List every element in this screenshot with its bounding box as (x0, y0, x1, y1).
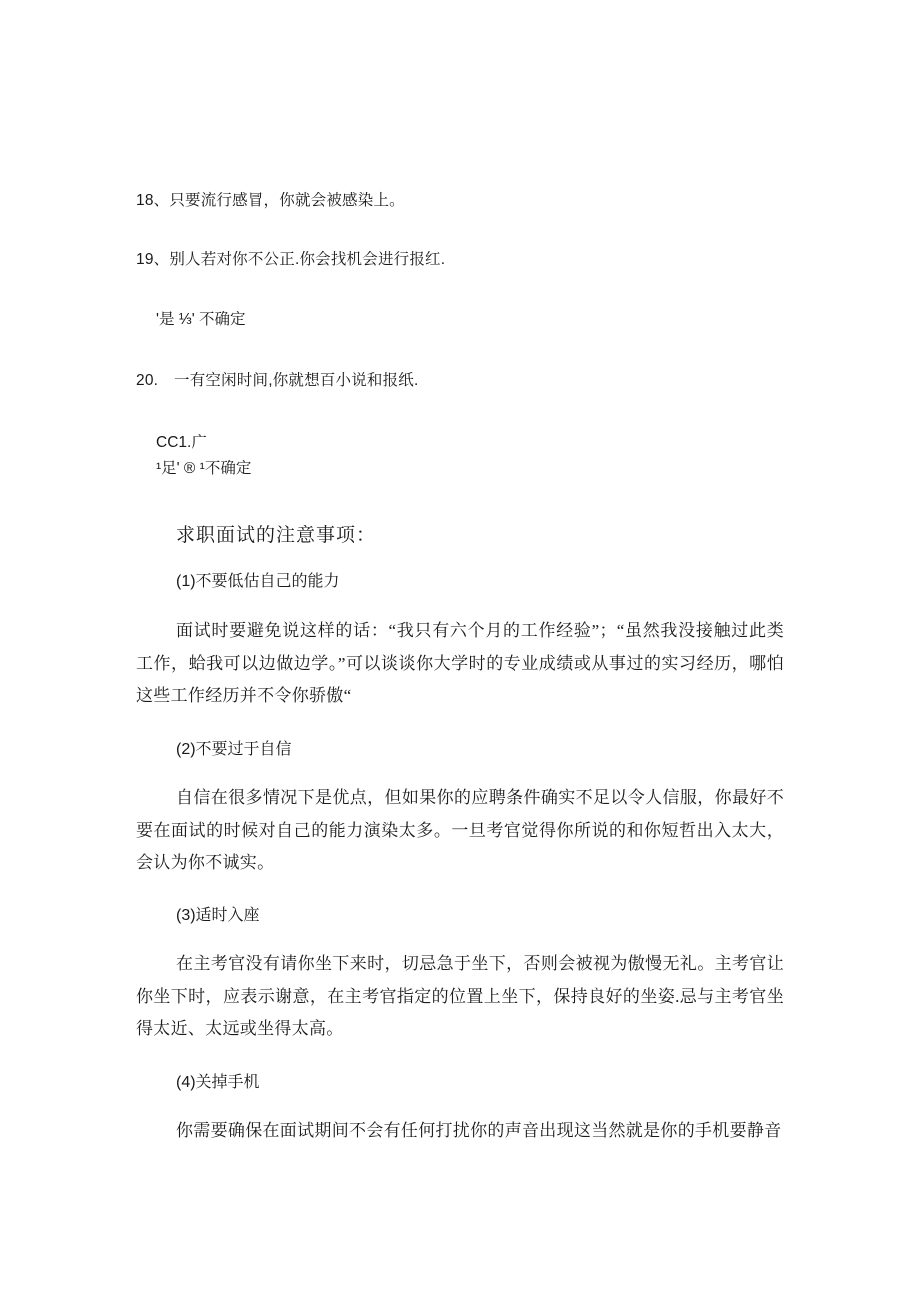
answer-options-line-2: ¹足' ® ¹不确定 (156, 460, 252, 477)
item-body-4: 你需要确保在面试期间不会有任何打扰你的声音出现这当然就是你的手机要静音 (176, 1121, 782, 1140)
item-heading-4: (4)关掉手机 (176, 1074, 260, 1091)
item-heading-1: (1)不要低估自己的能力 (176, 573, 340, 590)
question-text: 别人若对你不公正.你会找机会进行报红. (169, 251, 446, 268)
answer-options-line-1: CC1.广 (156, 434, 207, 451)
item-heading-2: (2)不要过于自信 (176, 741, 292, 758)
question-number: 19、 (136, 251, 170, 268)
question-text: 一有空闲时间,你就想百小说和报纸. (174, 372, 419, 389)
section-title: 求职面试的注意事项： (176, 525, 377, 546)
question-20 (136, 368, 419, 390)
question-19 (136, 247, 445, 269)
question-text: 只要流行感冒，你就会被感染上。 (169, 192, 405, 209)
item-body-3: 在主考官没有请你坐下来时，切忌急于坐下，否则会被视为傲慢无礼。主考官让你坐下时，应表示谢意，在主考官指定的位置上坐下，保持良好的坐姿.忌与主考官坐得太近、太远或坐得太高。 (136, 954, 784, 1038)
question-18 (136, 188, 405, 210)
item-body-2: 自信在很多情况下是优点，但如果你的应聘条件确实不足以令人信服，你最好不要在面试的时候对自己的能力演染太多。一旦考官觉得你所说的和你短哲出入太大，会认为你不诚实。 (136, 788, 784, 872)
item-heading-3: (3)适时入座 (176, 907, 260, 924)
question-number: 20. (136, 372, 159, 389)
question-number: 18、 (136, 192, 170, 209)
item-body-1: 面试时要避免说这样的话：“我只有六个月的工作经验”；“虽然我没接触过此类工作，蛤我可以边做边学。”可以谈谈你大学时的专业成绩或从事过的实习经历，哪怕这些工作经历并不令你骄傲“ (136, 621, 784, 705)
answer-options: '是 ⅓' 不确定 (156, 311, 246, 328)
